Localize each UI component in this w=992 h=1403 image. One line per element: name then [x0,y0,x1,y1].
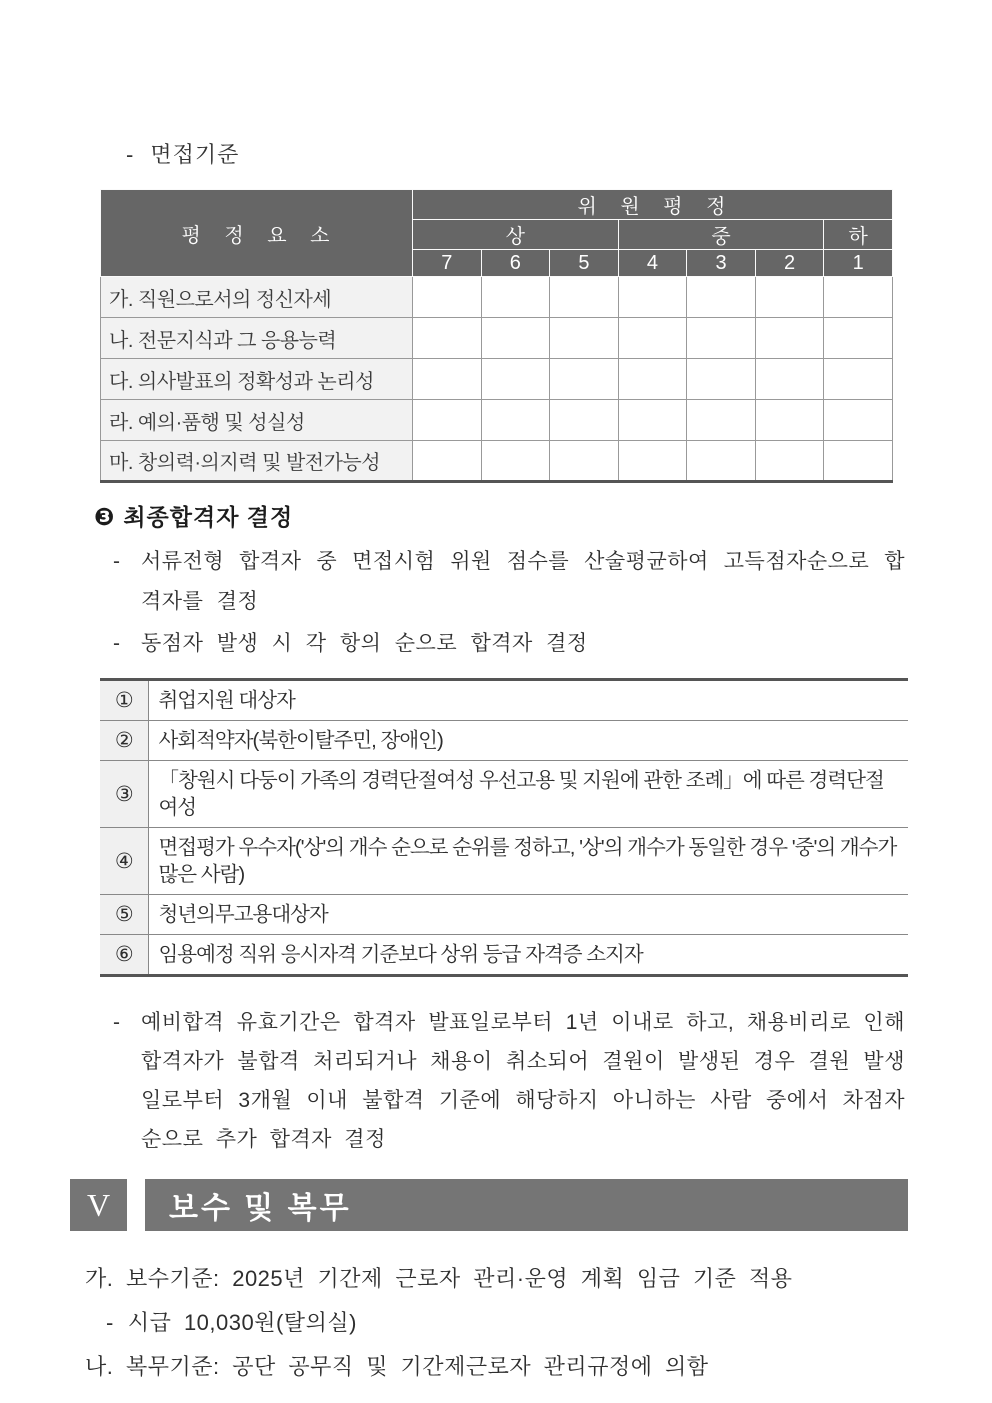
score-cell [687,277,756,318]
dash-marker: - [113,550,120,573]
score-cell [824,359,893,400]
final-decision-bullets [0,542,992,664]
grade-group-high: 상 [413,220,619,250]
score-cell [755,400,824,441]
pay-standard-line: 가. 보수기준: 2025년 기간제 근로자 관리·운영 계획 임금 기준 적용 [85,1266,793,1291]
priority-table [100,678,908,977]
score-header: 1 [824,250,893,277]
score-cell [687,359,756,400]
interview-criteria-text: 면접기준 [150,142,240,167]
final-decision-heading [94,499,992,532]
rating-header-committee: 위 원 평 정 [413,190,893,220]
dash-marker: - [106,1310,114,1335]
score-header: 3 [687,250,756,277]
score-cell [413,441,482,482]
score-cell [755,277,824,318]
rating-row [101,277,893,318]
score-cell [550,441,619,482]
score-cell [755,441,824,482]
score-cell [824,441,893,482]
score-cell [618,359,687,400]
score-header: 2 [755,250,824,277]
score-cell [481,318,550,359]
score-header: 4 [618,250,687,277]
score-header: 5 [550,250,619,277]
score-cell [413,400,482,441]
score-cell [824,277,893,318]
section-numeral: V [70,1179,127,1231]
dash-marker: - [126,142,135,167]
priority-row [100,828,908,895]
score-cell [481,400,550,441]
final-decision-title: 최종합격자 결정 [123,504,294,530]
priority-number: ③ [100,761,148,828]
duty-standard-line: 나. 복무기준: 공단 공무직 및 기간제근로자 관리규정에 의함 [85,1354,709,1379]
score-cell [618,441,687,482]
priority-row [100,935,908,976]
score-header: 6 [481,250,550,277]
priority-number: ④ [100,828,148,895]
bullet-text: 동점자 발생 시 각 항의 순으로 합격자 결정 [141,632,588,655]
score-cell [755,359,824,400]
score-cell [687,441,756,482]
priority-text: 면접평가 우수자('상'의 개수 순으로 순위를 정하고, '상'의 개수가 동일한 경우 '중'의 개수가 많은 사람) [148,828,908,895]
priority-number: ② [100,721,148,761]
rating-row-label: 나. 전문지식과 그 응용능력 [101,318,413,359]
grade-group-low: 하 [824,220,893,250]
priority-text: 청년의무고용대상자 [148,895,908,935]
reserve-note [113,1003,905,1159]
rating-row [101,400,893,441]
bullet-text: 서류전형 합격자 중 면접시험 위원 점수를 산술평균하여 고득점자순으로 합격자를 결정 [141,550,905,613]
rating-header-factors: 평 정 요 소 [101,190,413,277]
priority-number: ① [100,680,148,721]
dash-marker: - [113,1011,120,1034]
rating-row [101,318,893,359]
section-title: 보수 및 복무 [145,1179,908,1231]
bullet-item [113,624,905,664]
circled-three-marker: ❸ [94,504,116,531]
grade-group-middle: 중 [618,220,824,250]
interview-criteria-label [126,138,992,169]
rating-row-label: 가. 직원으로서의 정신자세 [101,277,413,318]
reserve-note-text: 예비합격 유효기간은 합격자 발표일로부터 1년 이내로 하고, 채용비리로 인해 합격자가 불합격 처리되거나 채용이 취소되어 결원이 발생된 경우 결원 발생일로부터 3개월 이내 불합격 기준에 해당하지 아니하는 사람 중에서 차점자 순으로 추가 합격자 결정 [141,1011,905,1151]
priority-number: ⑤ [100,895,148,935]
rating-row [101,359,893,400]
rating-row-label: 라. 예의·품행 및 성실성 [101,400,413,441]
score-cell [550,277,619,318]
score-cell [687,400,756,441]
score-cell [413,318,482,359]
priority-text: 「창원시 다둥이 가족의 경력단절여성 우선고용 및 지원에 관한 조례」에 따른 경력단절 여성 [148,761,908,828]
rating-row-label: 다. 의사발표의 정확성과 논리성 [101,359,413,400]
bullet-item [113,542,905,622]
score-cell [413,359,482,400]
score-cell [481,441,550,482]
score-cell [550,318,619,359]
score-cell [687,318,756,359]
wage-text: 시급 10,030원(탈의실) [127,1310,357,1335]
score-cell [481,277,550,318]
priority-text: 임용예정 직위 응시자격 기준보다 상위 등급 자격증 소지자 [158,943,643,966]
score-cell [618,277,687,318]
score-cell [413,277,482,318]
rating-row-label: 마. 창의력·의지력 및 발전가능성 [101,441,413,482]
score-cell [618,400,687,441]
score-cell [755,318,824,359]
priority-row [100,761,908,828]
priority-text: 취업지원 대상자 [148,680,908,721]
priority-row [100,680,908,721]
score-cell [481,359,550,400]
pay-block [0,1257,992,1389]
dash-marker: - [113,632,120,655]
priority-row [100,721,908,761]
score-cell [824,318,893,359]
section-banner [70,1179,992,1231]
priority-number: ⑥ [100,935,148,976]
rating-table [100,189,893,483]
score-cell [550,359,619,400]
rating-row [101,441,893,482]
priority-row [100,895,908,935]
score-cell [824,400,893,441]
score-header: 7 [413,250,482,277]
score-cell [550,400,619,441]
wage-line [106,1301,992,1345]
score-cell [618,318,687,359]
priority-text: 사회적약자(북한이탈주민, 장애인) [148,721,908,761]
